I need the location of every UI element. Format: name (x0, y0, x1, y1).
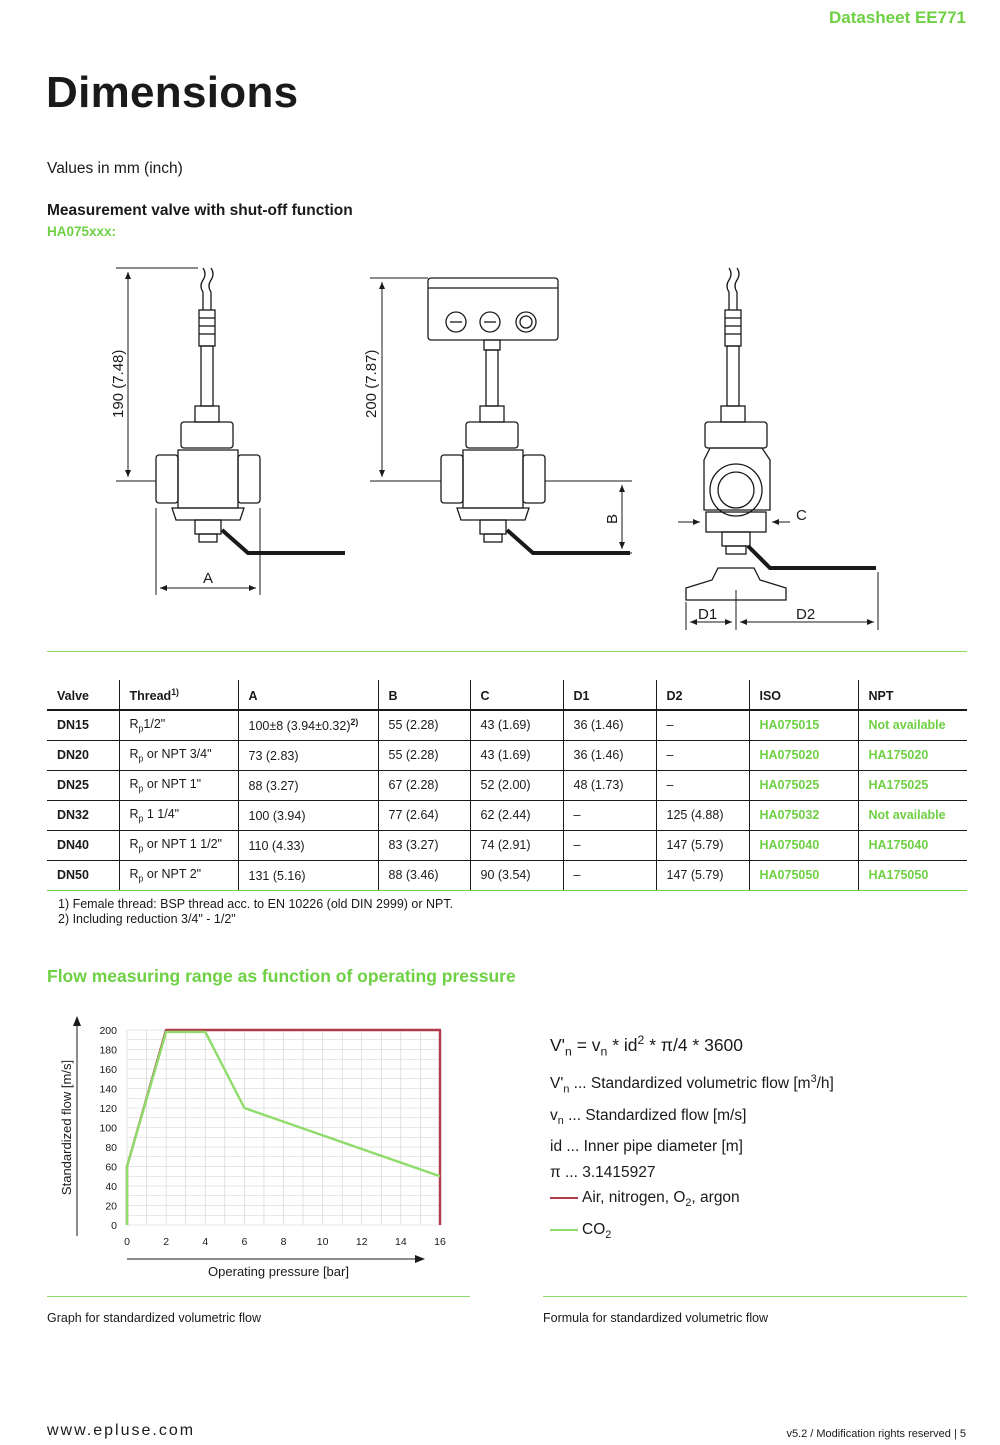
dim-a-label: A (203, 570, 214, 587)
x-tick-label: 4 (202, 1236, 209, 1248)
y-tick-label: 20 (105, 1200, 117, 1213)
cell-d1: 48 (1.73) (563, 770, 656, 800)
table-notes (58, 897, 453, 927)
cell-npt: HA175020 (858, 740, 967, 770)
cell-d1: – (563, 830, 656, 860)
col-header-npt: NPT (858, 680, 967, 710)
x-tick-label: 8 (280, 1236, 287, 1248)
y-tick-label: 140 (99, 1083, 117, 1096)
cell-valve: DN32 (47, 800, 119, 830)
datasheet-title: Datasheet EE771 (828, 8, 966, 27)
table-row (47, 860, 967, 890)
y-tick-label: 180 (99, 1044, 117, 1057)
y-tick-label: 40 (105, 1181, 117, 1193)
dim-c-label: C (796, 507, 807, 524)
cell-thread: $R_p$ or NPT 1 1/2" (119, 830, 238, 860)
y-tick-label: 200 (99, 1025, 117, 1037)
note-1: 1) Female thread: BSP thread acc. to EN 10226 (old DIN 2999) or NPT. (58, 897, 454, 911)
cell-b: 55 (2.28) (378, 740, 470, 770)
section-title: Measurement valve with shut-off function (47, 202, 353, 219)
valve-drawing (0, 250, 1000, 650)
cell-valve: DN25 (47, 770, 119, 800)
table-row (47, 800, 967, 830)
cell-valve: DN40 (47, 830, 119, 860)
page-title: Dimensions (46, 68, 299, 117)
x-axis-label: Operating pressure [bar] (208, 1264, 349, 1279)
cell-valve: DN15 (47, 710, 119, 740)
y-axis-label: Standardized flow [m/s] (59, 1059, 74, 1196)
cell-b: 67 (2.28) (378, 770, 470, 800)
x-tick-label: 10 (316, 1236, 329, 1248)
col-header-iso: ISO (749, 680, 858, 710)
cell-thread: $R_p1/2$" (119, 710, 238, 740)
cell-d1: 36 (1.46) (563, 740, 656, 770)
x-tick-label: 2 (163, 1236, 170, 1248)
divider-graph (47, 1296, 470, 1297)
cell-d2: 147 (5.79) (656, 830, 749, 860)
divider-top (47, 651, 967, 652)
cell-c: 52 (2.00) (470, 770, 563, 800)
dim-190-label: 190 (7.48) (110, 349, 127, 418)
units-note: Values in mm (inch) (47, 160, 183, 177)
cell-a: 73 (2.83) (238, 740, 378, 770)
y-tick-label: 100 (99, 1122, 117, 1135)
table-row (47, 830, 967, 860)
x-tick-label: 0 (124, 1236, 130, 1248)
cell-valve: DN20 (47, 740, 119, 770)
valve-view-display (428, 278, 630, 553)
x-tick-label: 6 (241, 1236, 248, 1248)
col-header-c: C (470, 680, 563, 710)
divider-formula (543, 1296, 967, 1297)
cell-c: 43 (1.69) (470, 740, 563, 770)
cell-iso: HA075040 (749, 830, 858, 860)
col-header-thread: Thread$^{1)}$ (119, 680, 238, 710)
cell-d2: – (656, 710, 749, 740)
footer-url[interactable]: www.epluse.com (47, 1422, 196, 1439)
y-tick-label: 0 (111, 1220, 117, 1232)
x-tick-label: 14 (395, 1236, 407, 1248)
cell-a: 110 (4.33) (238, 830, 378, 860)
col-header-d2: D2 (656, 680, 749, 710)
dim-b-label: B (604, 513, 621, 524)
dimensions-table (47, 680, 967, 891)
table-header-row (47, 680, 967, 710)
cell-d2: – (656, 770, 749, 800)
section-code: HA075xxx: (47, 224, 117, 239)
footer-version: v5.2 / Modification rights reserved | 5 (786, 1428, 966, 1440)
cell-a: 100 (3.94) (238, 800, 378, 830)
cell-thread: $R_p$ 1 1/4" (119, 800, 238, 830)
cell-c: 62 (2.44) (470, 800, 563, 830)
formula-block (550, 1028, 834, 1248)
x-tick-label: 16 (434, 1236, 446, 1248)
x-tick-label: 12 (355, 1236, 368, 1248)
cell-iso: HA075025 (749, 770, 858, 800)
formula-main: $V'_n = v_n * id^2 * \pi/4 * 3600$ (550, 1033, 744, 1059)
cell-a: 131 (5.16) (238, 860, 378, 890)
col-header-b: B (378, 680, 470, 710)
col-header-valve: Valve (47, 680, 119, 710)
col-header-d1: D1 (563, 680, 656, 710)
dim-d2-label: D2 (796, 606, 816, 623)
cell-npt: HA175040 (858, 830, 967, 860)
cell-iso: HA075032 (749, 800, 858, 830)
dim-d1-label: D1 (698, 606, 718, 623)
y-tick-label: 120 (99, 1103, 117, 1115)
cell-thread: $R_p$ or NPT 2" (119, 860, 238, 890)
cell-d1: 36 (1.46) (563, 710, 656, 740)
table-row (47, 770, 967, 800)
y-tick-label: 60 (105, 1161, 117, 1174)
formula-caption: Formula for standardized volumetric flow (543, 1311, 769, 1325)
cell-iso: HA075015 (749, 710, 858, 740)
flow-chart (47, 1010, 467, 1285)
col-header-a: A (238, 680, 378, 710)
cell-b: 88 (3.46) (378, 860, 470, 890)
graph-caption: Graph for standardized volumetric flow (47, 1311, 261, 1325)
valve-view-front (156, 268, 345, 553)
cell-npt: Not available (858, 800, 967, 830)
cell-b: 55 (2.28) (378, 710, 470, 740)
dim-200-label: 200 (7.87) (363, 349, 380, 418)
cell-valve: DN50 (47, 860, 119, 890)
cell-d1: – (563, 860, 656, 890)
table-row (47, 710, 967, 740)
cell-npt: HA175050 (858, 860, 967, 890)
cell-npt: HA175025 (858, 770, 967, 800)
flow-section-title: Flow measuring range as function of operating pressure (47, 966, 516, 986)
formula-def-pi: π ... 3.1415927 (550, 1163, 656, 1181)
cell-d2: 125 (4.88) (656, 800, 749, 830)
cell-a: 88 (3.27) (238, 770, 378, 800)
note-2: 2) Including reduction 3/4" - 1/2" (58, 912, 236, 926)
legend-co2-swatch (550, 1229, 578, 1231)
cell-d2: – (656, 740, 749, 770)
cell-d1: – (563, 800, 656, 830)
cell-iso: HA075020 (749, 740, 858, 770)
y-tick-label: 160 (99, 1064, 117, 1076)
formula-def-vn-volumetric: $V'_n$ ... Standardized volumetric flow $[m^3/h]$ (550, 1072, 834, 1096)
valve-view-side (686, 268, 876, 600)
y-axis-arrowhead (73, 1016, 81, 1026)
cell-c: 90 (3.54) (470, 860, 563, 890)
table-row (47, 740, 967, 770)
formula-def-vn-flow: $v_n$ ... Standardized flow [m/s] (550, 1106, 747, 1127)
cell-a: 100±8 $(3.94\pm 0.32)^{2)}$ (238, 710, 378, 740)
cell-c: 74 (2.91) (470, 830, 563, 860)
cell-c: 43 (1.69) (470, 710, 563, 740)
cell-iso: HA075050 (749, 860, 858, 890)
formula-def-id: id ... Inner pipe diameter [m] (550, 1138, 743, 1156)
thread-footnote-mark: 1) (171, 686, 179, 697)
x-axis-arrowhead (415, 1255, 425, 1263)
y-tick-label: 80 (105, 1142, 117, 1154)
cell-d2: 147 (5.79) (656, 860, 749, 890)
cell-b: 83 (3.27) (378, 830, 470, 860)
cell-b: 77 (2.64) (378, 800, 470, 830)
legend-co2: $CO_2$ (550, 1217, 834, 1249)
legend-air: Air, nitrogen, $O_2$, argon (550, 1185, 834, 1217)
cell-thread: $R_p$ or NPT 3/4" (119, 740, 238, 770)
cell-npt: Not available (858, 710, 967, 740)
legend-air-swatch (550, 1197, 578, 1199)
cell-thread: $R_p$ or NPT 1" (119, 770, 238, 800)
